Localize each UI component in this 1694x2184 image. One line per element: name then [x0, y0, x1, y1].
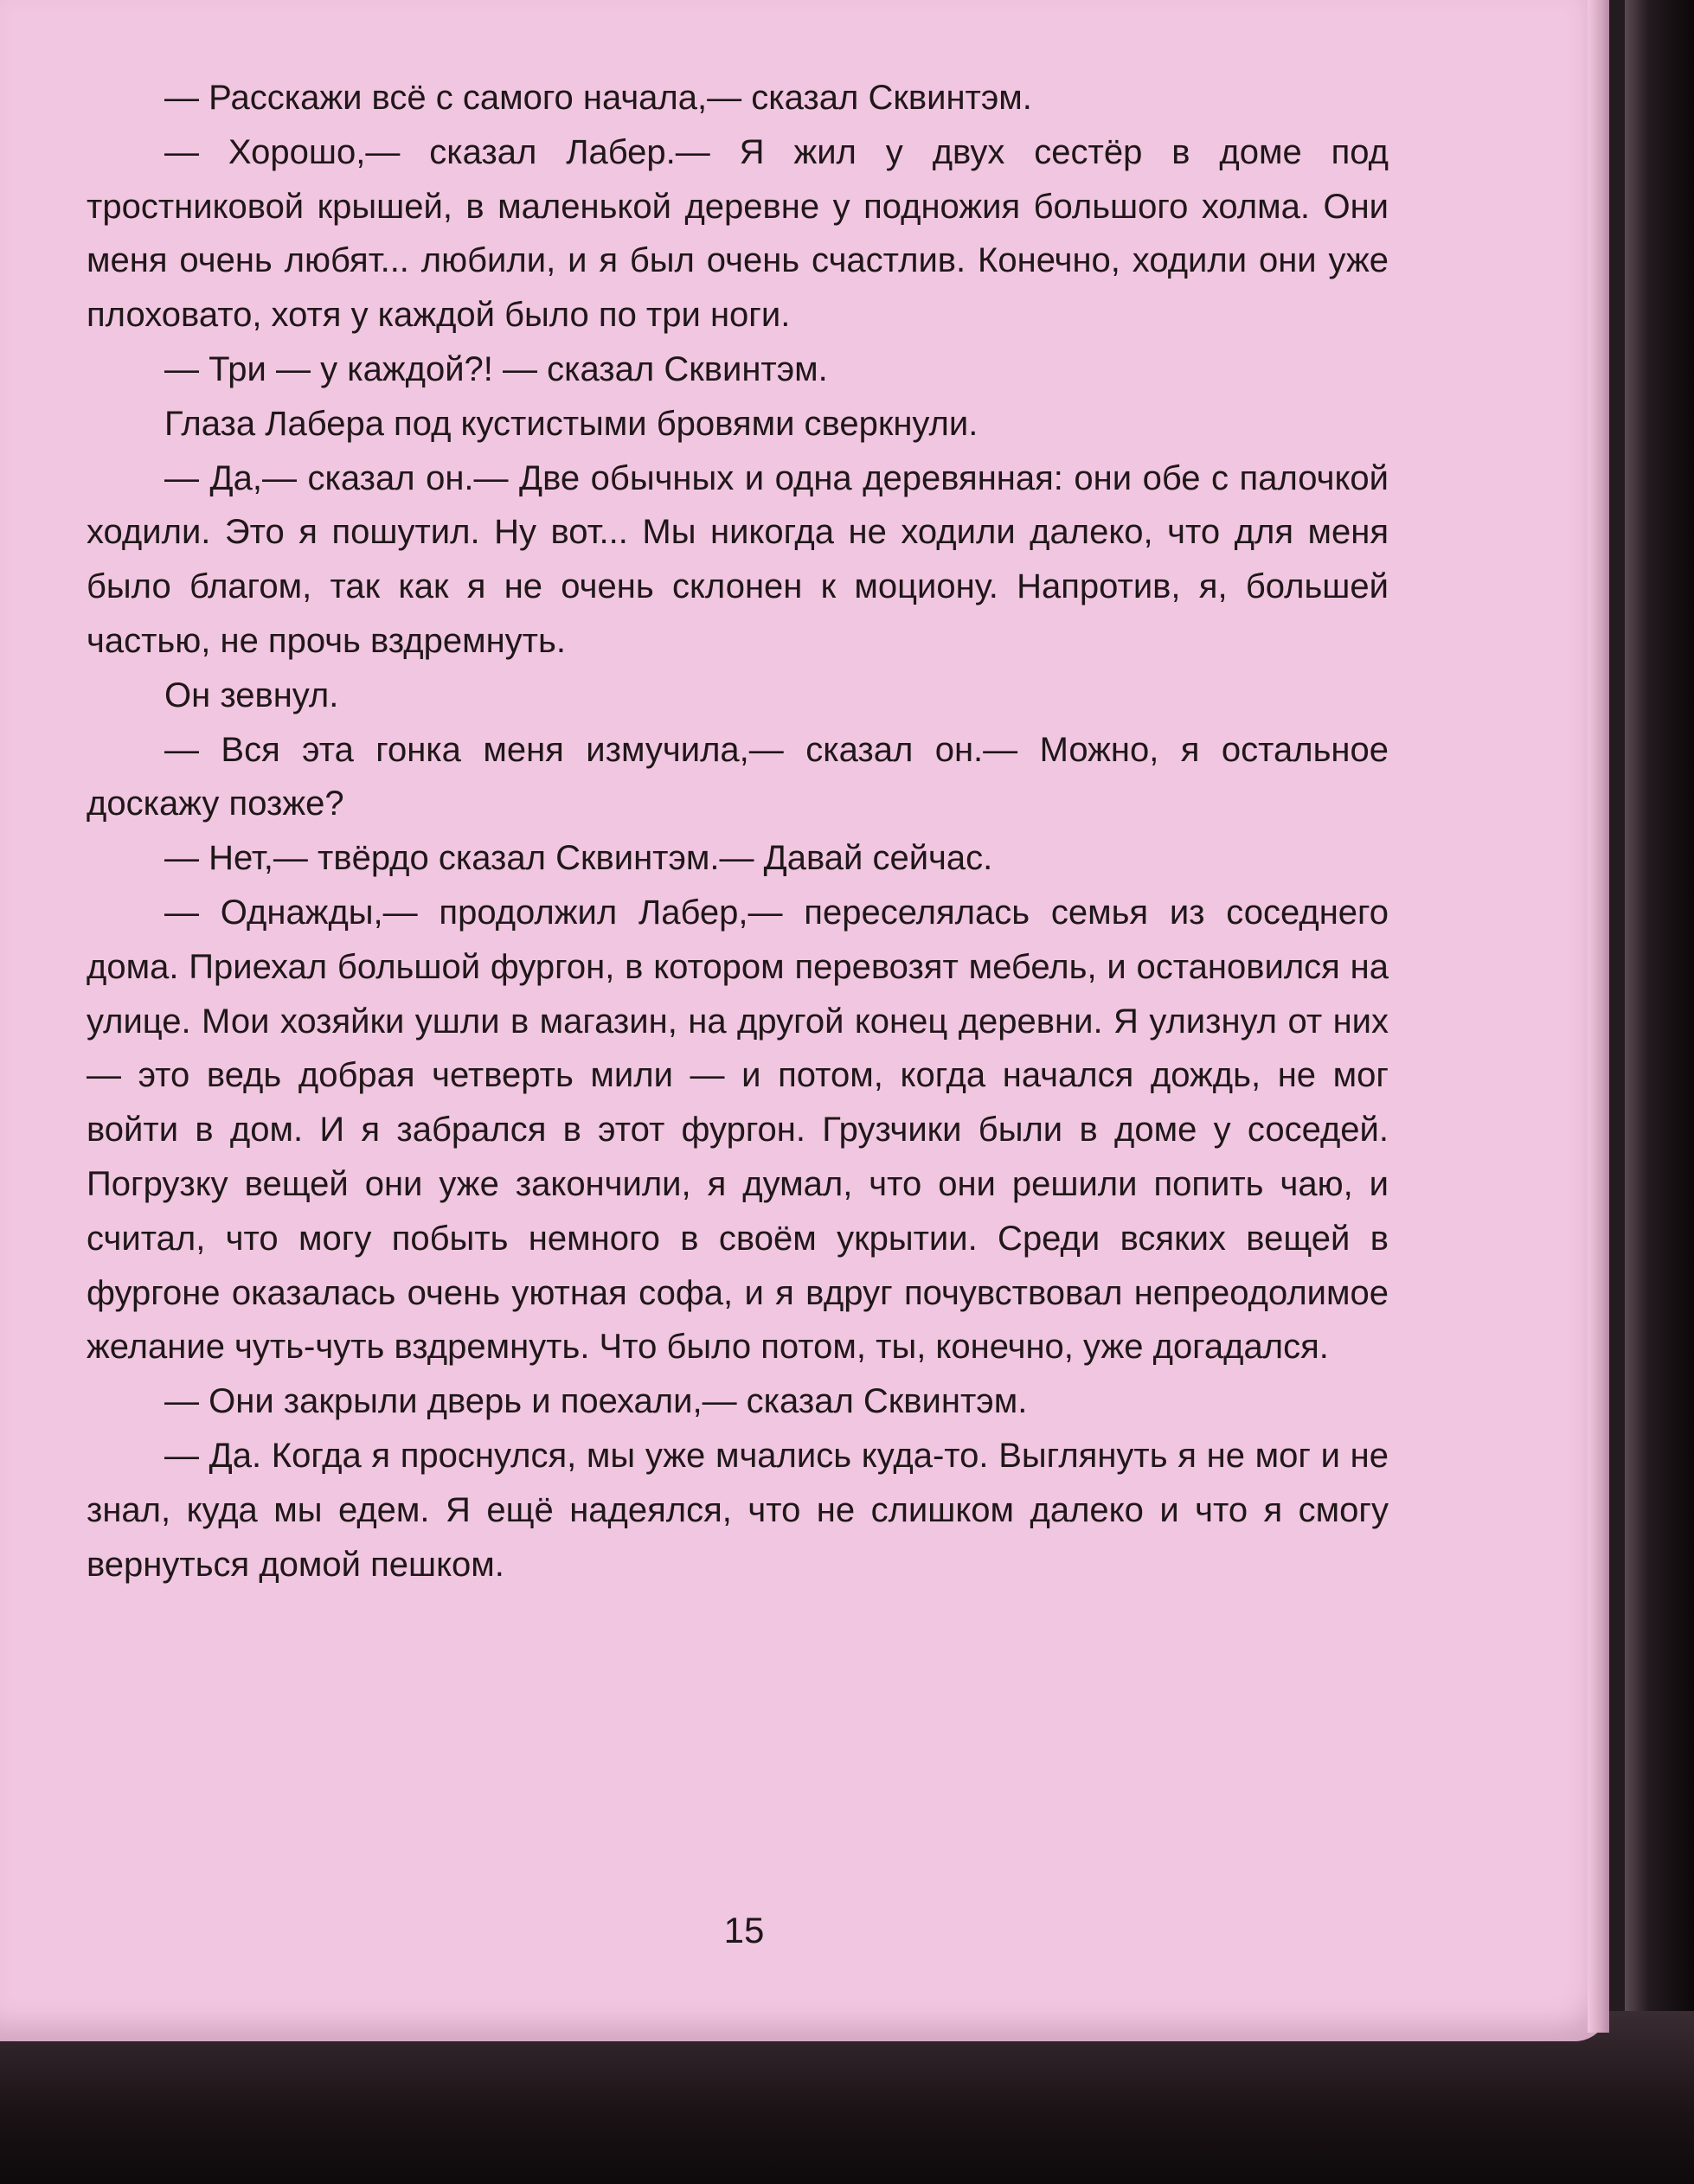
paragraph: — Хорошо,— сказал Лабер.— Я жил у двух сестёр в доме под тростниковой крышей, в маленькой деревне у подножия большого холма. Они меня очень любят... любили, и я был очень счастлив. Конечно, ходили они уже плоховато, хотя у каждой было по три ноги.	[87, 132, 1389, 335]
paragraph: — Расскажи всё с самого начала,— сказал Сквинтэм.	[164, 79, 1032, 117]
paragraph: Он зевнул.	[164, 676, 339, 714]
scan-background-right	[1625, 0, 1694, 2184]
paragraph: — Вся эта гонка меня измучила,— сказал он.— Можно, я остальное доскажу позже?	[87, 730, 1389, 823]
paragraph: — Да,— сказал он.— Две обычных и одна деревянная: они обе с палочкой ходили. Это я пошутил. Ну вот... Мы никогда не ходили далеко, что для меня было благом, так как я не очень склонен к моциону. Напротив, я, большей частью, не прочь вздремнуть.	[87, 458, 1389, 660]
paragraph: Глаза Лабера под кустистыми бровями сверкнули.	[164, 404, 979, 443]
paragraph: — Три — у каждой?! — сказал Сквинтэм.	[164, 349, 828, 388]
page-number: 15	[723, 1910, 765, 1950]
body-text	[87, 71, 1389, 1592]
page-edge	[1588, 0, 1609, 2033]
paragraph: — Да. Когда я проснулся, мы уже мчались куда-то. Выглянуть я не мог и не знал, куда мы едем. Я ещё надеялся, что не слишком далеко и что я смогу вернуться домой пешком.	[87, 1436, 1389, 1584]
paragraph: — Однажды,— продолжил Лабер,— переселялась семья из соседнего дома. Приехал большой фургон, в котором перевозят мебель, и остановился на улице. Мои хозяйки ушли в магазин, на другой конец деревни. Я улизнул от них — это ведь добрая четверть мили — и потом, когда начался дождь, не мог войти в дом. И я забрался в этот фургон. Грузчики были в доме у соседей. Погрузку вещей они уже закончили, я думал, что они решили попить чаю, и считал, что могу побыть немного в своём укрытии. Среди всяких вещей в фургоне оказалась очень уютная софа, и я вдруг почувствовал непреодолимое желание чуть-чуть вздремнуть. Что было потом, ты, конечно, уже догадался.	[87, 893, 1389, 1367]
paragraph: — Нет,— твёрдо сказал Сквинтэм.— Давай сейчас.	[164, 839, 993, 878]
paragraph: — Они закрыли дверь и поехали,— сказал Сквинтэм.	[164, 1382, 1028, 1421]
